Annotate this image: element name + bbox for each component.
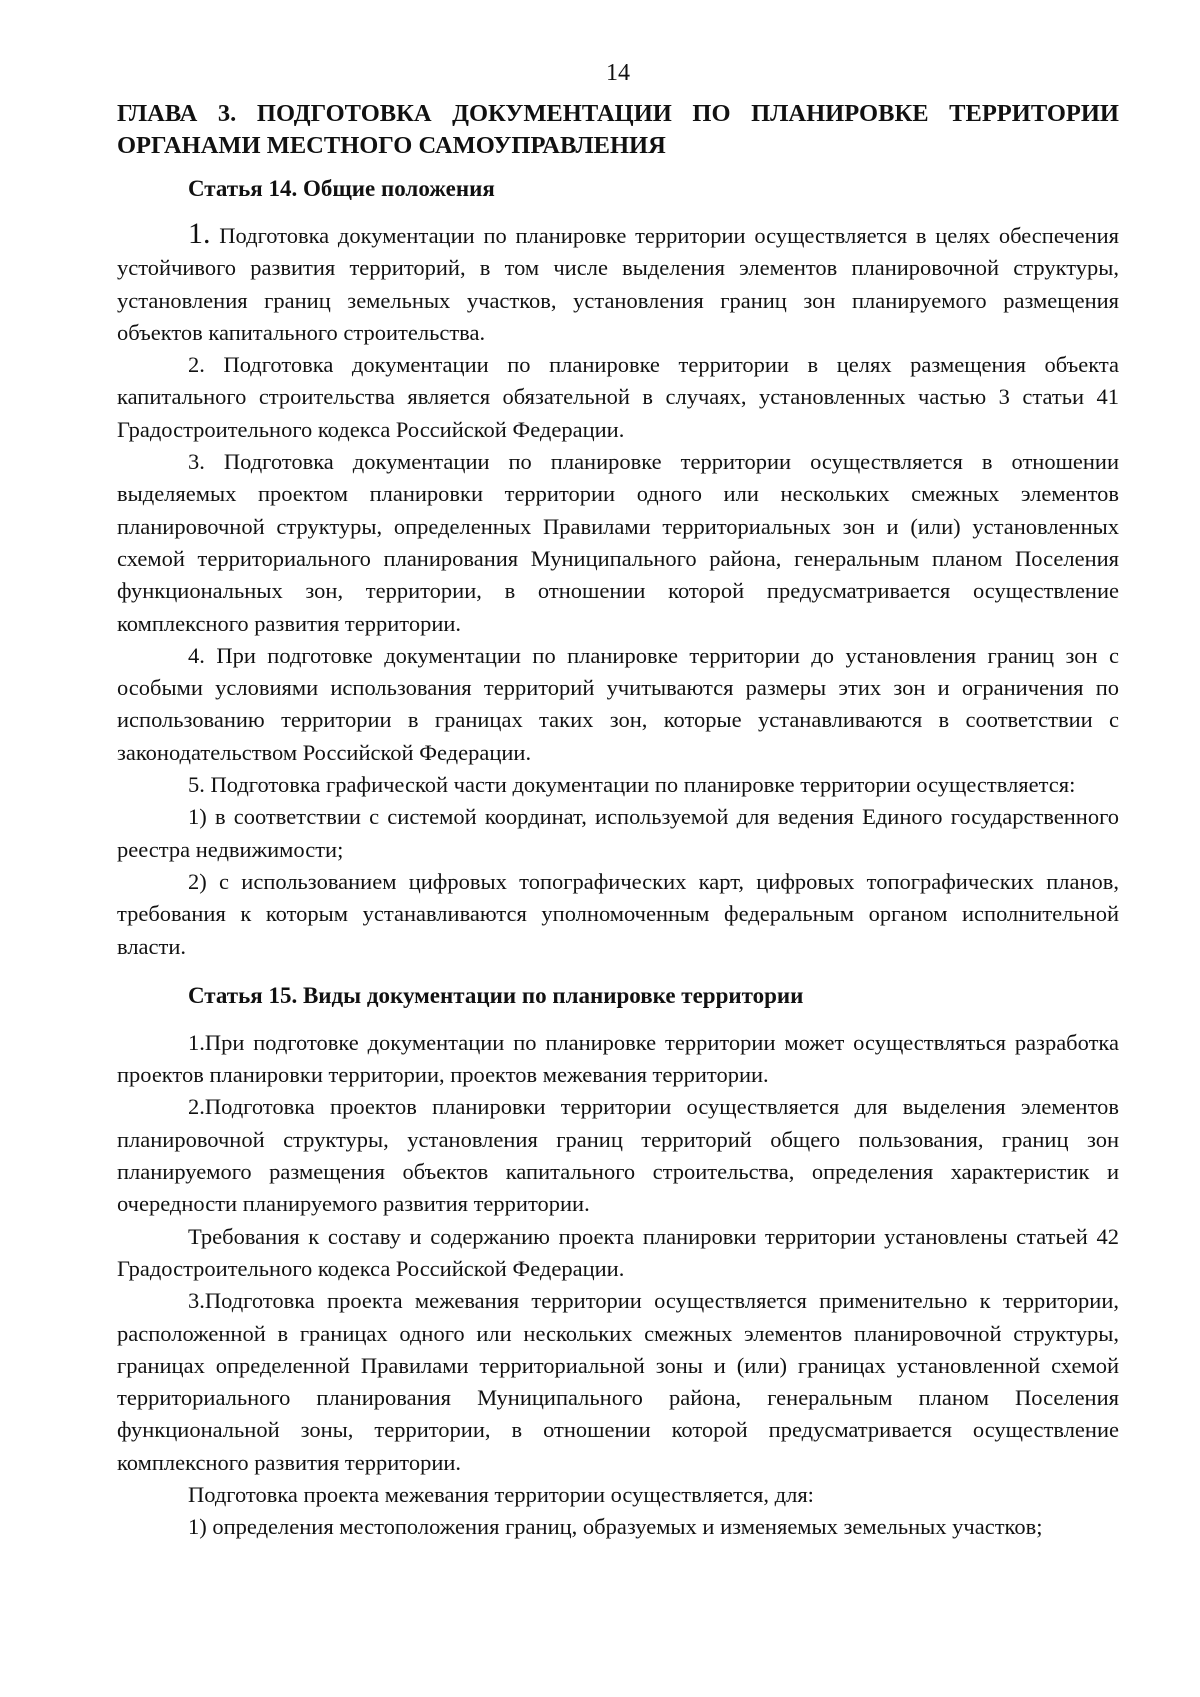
paragraph-text: Подготовка документации по планировке территории осуществляется в целях обеспечения устойчивого развития территорий, в том числе выделения элементов планировочной структуры, установления границ земельных участков, установления границ зон планируемого размещения объектов капитального строительства.	[117, 223, 1119, 345]
article-15-paragraph-1: 1.При подготовке документации по планировке территории может осуществляться разработка проектов планировки территории, проектов межевания территории.	[117, 1029, 1119, 1088]
article-14-title: Статья 14. Общие положения	[188, 176, 495, 201]
article-15-paragraph-3: 3.Подготовка проекта межевания территории осуществляется применительно к территории, расположенной в границах одного или нескольких смежных элементов планировочной структуры, границах определенной Правилами территориальной зоны и (или) границах установленной схемой территориального планирования Муниципального района, генеральным планом Поселения функциональной зоны, территории, в отношении которой предусматривается осуществление комплексного развития территории.	[117, 1288, 1119, 1475]
chapter-title: ГЛАВА 3. ПОДГОТОВКА ДОКУМЕНТАЦИИ ПО ПЛАНИРОВКЕ ТЕРРИТОРИИ ОРГАНАМИ МЕСТНОГО САМОУПРАВЛЕНИЯ	[117, 100, 1119, 159]
document-page	[117, 58, 1119, 1544]
article-15-paragraph-3b: Подготовка проекта межевания территории осуществляется, для:	[188, 1481, 814, 1507]
article-15-paragraph-2: 2.Подготовка проектов планировки территории осуществляется для выделения элементов планировочной структуры, установления границ территорий общего пользования, границ зон планируемого размещения объектов капитального строительства, определения характеристик и очередности планируемого развития территории.	[117, 1094, 1119, 1217]
paragraph-number: 1.	[188, 217, 211, 250]
article-14-paragraph-4: 4. При подготовке документации по планировке территории до установления границ зон с особыми условиями использования территорий учитываются размеры этих зон и ограничения по использованию территории в границах таких зон, которые устанавливаются в соответствии с законодательством Российской Федерации.	[117, 642, 1119, 765]
article-14-paragraph-3: 3. Подготовка документации по планировке территории осуществляется в отношении выделяемых проектом планировки территории одного или нескольких смежных элементов планировочной структуры, определенных Правилами территориальных зон и (или) установленных схемой территориального планирования Муниципального района, генеральным планом Поселения функциональных зон, территории, в отношении которой предусматривается осуществление комплексного развития территории.	[117, 449, 1119, 636]
article-15-title: Статья 15. Виды документации по планировке территории	[188, 982, 804, 1008]
article-14-paragraph-1	[117, 218, 1119, 349]
page-number: 14	[606, 60, 630, 86]
article-14-paragraph-5-item-2: 2) с использованием цифровых топографических карт, цифровых топографических планов, требования к которым устанавливаются уполномоченным федеральным органом исполнительной власти.	[117, 868, 1119, 959]
article-14-paragraph-5: 5. Подготовка графической части документации по планировке территории осуществляется:	[188, 772, 1076, 798]
article-14-paragraph-2: 2. Подготовка документации по планировке территории в целях размещения объекта капитального строительства является обязательной в случаях, установленных частью 3 статьи 41 Градостроительного кодекса Российской Федерации.	[117, 352, 1119, 442]
article-15-paragraph-2b: Требования к составу и содержанию проекта планировки территории установлены статьей 42 Градостроительного кодекса Российской Федерации.	[117, 1223, 1119, 1281]
article-14-paragraph-5-item-1: 1) в соответствии с системой координат, используемой для ведения Единого государственного реестра недвижимости;	[117, 804, 1119, 862]
article-15-paragraph-3-item-1: 1) определения местоположения границ, образуемых и изменяемых земельных участков;	[188, 1514, 1043, 1540]
